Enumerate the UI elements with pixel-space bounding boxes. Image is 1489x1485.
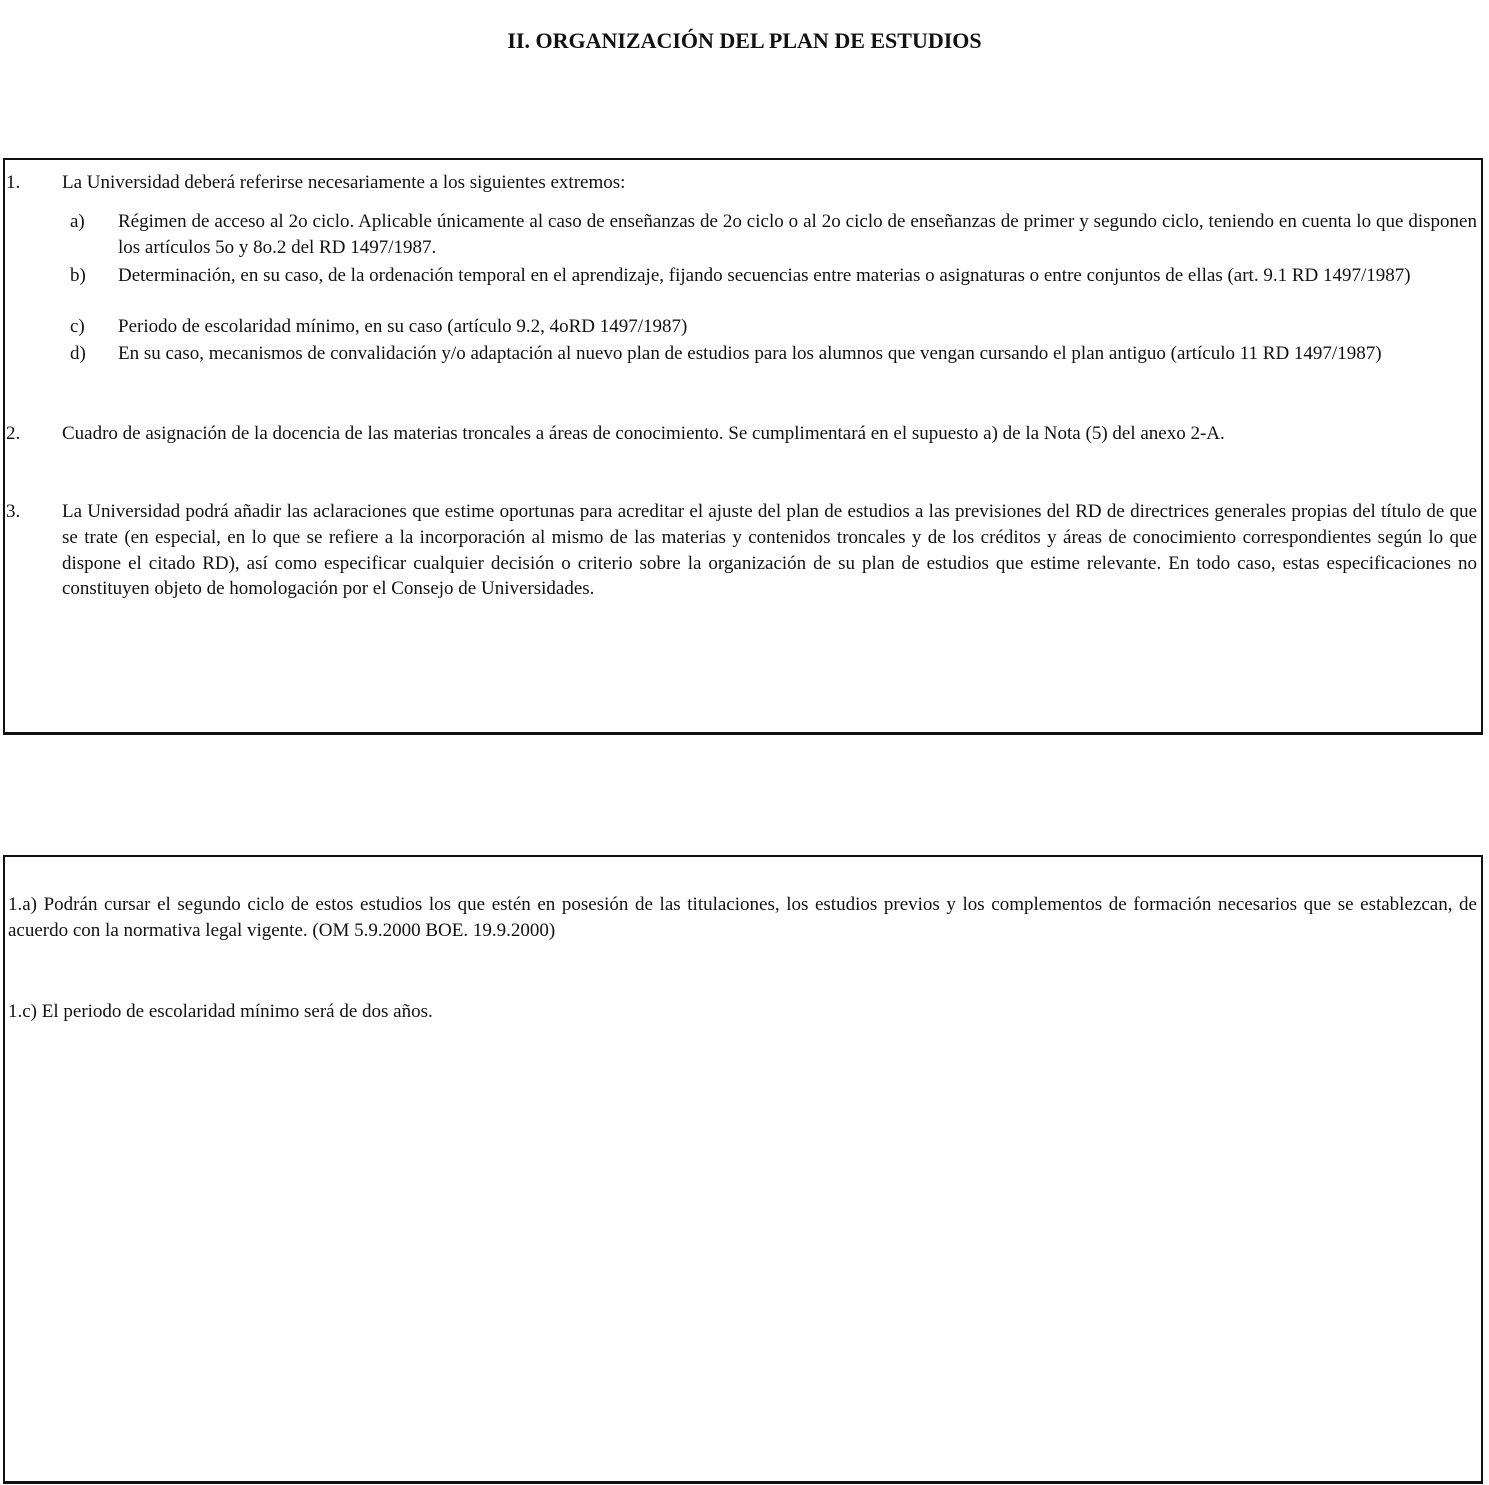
- subitem-letter: c): [70, 316, 85, 337]
- answer-1c: 1.c) El periodo de escolaridad mínimo será de dos años.: [8, 1001, 433, 1022]
- answers-box: [3, 855, 1483, 1484]
- subitem-text: Determinación, en su caso, de la ordenación temporal en el aprendizaje, fijando secuencias entre materias o asignaturas o entre conjuntos de ellas (art. 9.1 RD 1497/1987): [118, 265, 1411, 286]
- item-number: 1.: [6, 172, 21, 193]
- item-text: La Universidad deberá referirse necesariamente a los siguientes extremos:: [62, 172, 626, 193]
- answer-1a: 1.a) Podrán cursar el segundo ciclo de estos estudios los que estén en posesión de las titulaciones, los estudios previos y los complementos de formación necesarios que se establezcan, de acuerdo con la normativa legal vigente. (OM 5.9.2000 BOE. 19.9.2000): [8, 894, 1477, 941]
- item-text: La Universidad podrá añadir las aclaraciones que estime oportunas para acreditar el ajuste del plan de estudios a las previsiones del RD de directrices generales propias del título de que se trate (en especial, en lo que se refiere a la incorporación al mismo de las materias y contenidos troncales y de los créditos y áreas de conocimiento correspondientes según lo que dispone el citado RD), así como especificar cualquier decisión o criterio sobre la organización de su plan de estudios que estime relevante. En todo caso, estas especificaciones no constituyen objeto de homologación por el Consejo de Universidades.: [62, 501, 1477, 600]
- item-number: 3.: [6, 501, 21, 522]
- subitem-text: En su caso, mecanismos de convalidación y/o adaptación al nuevo plan de estudios para los alumnos que vengan cursando el plan antiguo (artículo 11 RD 1497/1987): [118, 343, 1382, 364]
- page-title: II. ORGANIZACIÓN DEL PLAN DE ESTUDIOS: [507, 28, 982, 53]
- subitem-text: Régimen de acceso al 2o ciclo. Aplicable únicamente al caso de enseñanzas de 2o ciclo o al 2o ciclo de enseñanzas de primer y segundo ciclo, teniendo en cuenta lo que disponen los artículos 5o y 8o.2 del RD 1497/1987.: [118, 211, 1477, 258]
- item-text: Cuadro de asignación de la docencia de las materias troncales a áreas de conocimiento. Se cumplimentará en el supuesto a) de la Nota (5) del anexo 2-A.: [62, 423, 1225, 444]
- subitem-text: Periodo de escolaridad mínimo, en su caso (artículo 9.2, 4oRD 1497/1987): [118, 316, 688, 337]
- item-number: 2.: [6, 423, 21, 444]
- subitem-letter: b): [70, 265, 86, 286]
- subitem-letter: a): [70, 211, 85, 232]
- subitem-letter: d): [70, 343, 86, 364]
